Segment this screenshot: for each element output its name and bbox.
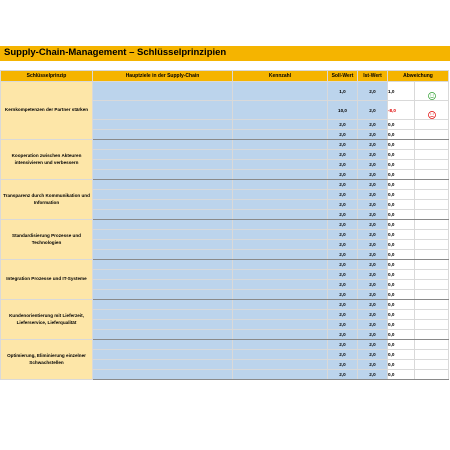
target-value-cell[interactable]: 2,0 [328, 220, 358, 230]
goal-cell[interactable] [93, 101, 233, 120]
status-icon-cell [415, 120, 449, 130]
status-icon-cell [415, 350, 449, 360]
goal-cell[interactable] [93, 120, 233, 130]
goal-cell[interactable] [93, 360, 233, 370]
table-row [1, 340, 449, 350]
status-icon-cell [415, 340, 449, 350]
status-icon-cell [415, 240, 449, 250]
target-value-cell[interactable]: 2,0 [328, 210, 358, 220]
metric-cell[interactable] [233, 300, 328, 310]
deviation-cell: 0,0 [388, 240, 415, 250]
actual-value-cell[interactable]: 2,0 [358, 300, 388, 310]
metric-cell[interactable] [233, 360, 328, 370]
status-icon-cell [415, 270, 449, 280]
status-icon-cell [415, 360, 449, 370]
status-icon-cell [415, 170, 449, 180]
header-metric: Kennzahl [233, 71, 328, 82]
status-icon-cell [415, 290, 449, 300]
metric-cell[interactable] [233, 350, 328, 360]
actual-value-cell[interactable]: 2,0 [358, 330, 388, 340]
status-icon-cell [415, 190, 449, 200]
actual-value-cell[interactable]: 2,0 [358, 280, 388, 290]
goal-cell[interactable] [93, 340, 233, 350]
target-value-cell[interactable]: 2,0 [328, 360, 358, 370]
actual-value-cell[interactable]: 2,0 [358, 320, 388, 330]
status-icon-cell [415, 150, 449, 160]
status-icon-cell [415, 230, 449, 240]
principle-cell[interactable]: Standardisierung Prozesse und Technologien [1, 220, 93, 260]
metric-cell[interactable] [233, 150, 328, 160]
target-value-cell[interactable]: 2,0 [328, 300, 358, 310]
actual-value-cell[interactable]: 2,0 [358, 360, 388, 370]
table-row [1, 220, 449, 230]
goal-cell[interactable] [93, 82, 233, 101]
deviation-cell: 0,0 [388, 280, 415, 290]
metric-cell[interactable] [233, 290, 328, 300]
status-icon-cell [415, 280, 449, 290]
deviation-cell: 0,0 [388, 370, 415, 380]
metric-cell[interactable] [233, 140, 328, 150]
actual-value-cell[interactable]: 2,0 [358, 240, 388, 250]
header-deviation: Abweichung [388, 71, 449, 82]
goal-cell[interactable] [93, 270, 233, 280]
metric-cell[interactable] [233, 230, 328, 240]
actual-value-cell[interactable]: 2,0 [358, 120, 388, 130]
goal-cell[interactable] [93, 370, 233, 380]
deviation-cell: 0,0 [388, 340, 415, 350]
deviation-cell: 0,0 [388, 330, 415, 340]
target-value-cell[interactable]: 2,0 [328, 260, 358, 270]
status-icon-cell [415, 130, 449, 140]
target-value-cell[interactable]: 2,0 [328, 370, 358, 380]
target-value-cell[interactable]: 2,0 [328, 310, 358, 320]
target-value-cell[interactable]: 2,0 [328, 140, 358, 150]
goal-cell[interactable] [93, 150, 233, 160]
principle-cell[interactable]: Optimierung, Eliminierung einzelner Schwachstellen [1, 340, 93, 380]
goal-cell[interactable] [93, 210, 233, 220]
actual-value-cell[interactable]: 2,0 [358, 170, 388, 180]
status-icon-cell [415, 300, 449, 310]
actual-value-cell[interactable]: 2,0 [358, 350, 388, 360]
goal-cell[interactable] [93, 200, 233, 210]
deviation-cell: 0,0 [388, 190, 415, 200]
deviation-cell: 0,0 [388, 120, 415, 130]
goal-cell[interactable] [93, 170, 233, 180]
metric-cell[interactable] [233, 200, 328, 210]
status-icon-cell [415, 330, 449, 340]
target-value-cell[interactable]: 2,0 [328, 200, 358, 210]
sad-smiley-icon [428, 106, 436, 114]
target-value-cell[interactable]: 2,0 [328, 280, 358, 290]
metric-cell[interactable] [233, 210, 328, 220]
target-value-cell[interactable]: 2,0 [328, 230, 358, 240]
metric-cell[interactable] [233, 330, 328, 340]
actual-value-cell[interactable]: 2,0 [358, 82, 388, 101]
deviation-cell: 0,0 [388, 350, 415, 360]
metric-cell[interactable] [233, 310, 328, 320]
goal-cell[interactable] [93, 130, 233, 140]
actual-value-cell[interactable]: 2,0 [358, 370, 388, 380]
target-value-cell[interactable]: 2,0 [328, 180, 358, 190]
deviation-cell: 0,0 [388, 260, 415, 270]
actual-value-cell[interactable]: 2,0 [358, 230, 388, 240]
status-icon-cell [415, 82, 449, 101]
metric-cell[interactable] [233, 101, 328, 120]
metric-cell[interactable] [233, 370, 328, 380]
target-value-cell[interactable]: 2,0 [328, 150, 358, 160]
goal-cell[interactable] [93, 350, 233, 360]
target-value-cell[interactable]: 2,0 [328, 270, 358, 280]
status-icon-cell [415, 180, 449, 190]
target-value-cell[interactable]: 2,0 [328, 340, 358, 350]
actual-value-cell[interactable]: 2,0 [358, 270, 388, 280]
header-principle: Schlüsselprinzip [1, 71, 93, 82]
target-value-cell[interactable]: 2,0 [328, 330, 358, 340]
goal-cell[interactable] [93, 240, 233, 250]
status-icon-cell [415, 320, 449, 330]
metric-cell[interactable] [233, 120, 328, 130]
actual-value-cell[interactable]: 2,0 [358, 160, 388, 170]
deviation-cell: -8,0 [388, 101, 415, 120]
deviation-cell: 0,0 [388, 150, 415, 160]
metric-cell[interactable] [233, 340, 328, 350]
actual-value-cell[interactable]: 2,0 [358, 260, 388, 270]
actual-value-cell[interactable]: 2,0 [358, 290, 388, 300]
actual-value-cell[interactable]: 2,0 [358, 140, 388, 150]
goal-cell[interactable] [93, 220, 233, 230]
goal-cell[interactable] [93, 330, 233, 340]
header-actual: Ist-Wert [358, 71, 388, 82]
goal-cell[interactable] [93, 320, 233, 330]
actual-value-cell[interactable]: 2,0 [358, 250, 388, 260]
deviation-cell: 0,0 [388, 230, 415, 240]
actual-value-cell[interactable]: 2,0 [358, 220, 388, 230]
table-row [1, 300, 449, 310]
header-target: Soll-Wert [328, 71, 358, 82]
deviation-cell: 1,0 [388, 82, 415, 101]
deviation-cell: 0,0 [388, 140, 415, 150]
deviation-cell: 0,0 [388, 290, 415, 300]
status-icon-cell [415, 210, 449, 220]
deviation-cell: 0,0 [388, 180, 415, 190]
actual-value-cell[interactable]: 2,0 [358, 200, 388, 210]
table-row [1, 180, 449, 190]
principle-cell[interactable]: Kundenorientierung mit Lieferzeit, Lieferservice, Lieferqualität [1, 300, 93, 340]
deviation-cell: 0,0 [388, 220, 415, 230]
target-value-cell[interactable]: 1,0 [328, 82, 358, 101]
principle-cell[interactable]: Kernkompetenzen der Partner stärken [1, 82, 93, 140]
goal-cell[interactable] [93, 300, 233, 310]
metric-cell[interactable] [233, 250, 328, 260]
principle-cell[interactable]: Integration Prozesse und IT-Systeme [1, 260, 93, 300]
actual-value-cell[interactable]: 2,0 [358, 210, 388, 220]
goal-cell[interactable] [93, 250, 233, 260]
goal-cell[interactable] [93, 280, 233, 290]
target-value-cell[interactable]: 2,0 [328, 320, 358, 330]
target-value-cell[interactable]: 2,0 [328, 120, 358, 130]
deviation-cell: 0,0 [388, 360, 415, 370]
target-value-cell[interactable]: 2,0 [328, 170, 358, 180]
deviation-cell: 0,0 [388, 310, 415, 320]
deviation-cell: 0,0 [388, 300, 415, 310]
page-title: Supply-Chain-Management – Schlüsselprinzipien [4, 47, 227, 58]
status-icon-cell [415, 101, 449, 120]
status-icon-cell [415, 140, 449, 150]
goal-cell[interactable] [93, 190, 233, 200]
target-value-cell[interactable]: 2,0 [328, 240, 358, 250]
metric-cell[interactable] [233, 170, 328, 180]
deviation-cell: 0,0 [388, 250, 415, 260]
actual-value-cell[interactable]: 2,0 [358, 130, 388, 140]
metric-cell[interactable] [233, 160, 328, 170]
deviation-cell: 0,0 [388, 130, 415, 140]
principle-cell[interactable]: Transparenz durch Kommunikation und Information [1, 180, 93, 220]
actual-value-cell[interactable]: 2,0 [358, 340, 388, 350]
header-row [1, 71, 449, 82]
metric-cell[interactable] [233, 280, 328, 290]
goal-cell[interactable] [93, 290, 233, 300]
goal-cell[interactable] [93, 230, 233, 240]
header-goals: Hauptziele in der Supply-Chain [93, 71, 233, 82]
metric-cell[interactable] [233, 130, 328, 140]
deviation-cell: 0,0 [388, 210, 415, 220]
status-icon-cell [415, 370, 449, 380]
status-icon-cell [415, 310, 449, 320]
happy-smiley-icon [428, 87, 436, 95]
deviation-cell: 0,0 [388, 160, 415, 170]
goal-cell[interactable] [93, 260, 233, 270]
deviation-cell: 0,0 [388, 170, 415, 180]
status-icon-cell [415, 220, 449, 230]
target-value-cell[interactable]: 2,0 [328, 160, 358, 170]
metric-cell[interactable] [233, 240, 328, 250]
principle-cell[interactable]: Kooperation zwischen Akteuren intensivieren und verbessern [1, 140, 93, 180]
status-icon-cell [415, 200, 449, 210]
metric-cell[interactable] [233, 220, 328, 230]
target-value-cell[interactable]: 2,0 [328, 130, 358, 140]
deviation-cell: 0,0 [388, 320, 415, 330]
principles-table [0, 70, 449, 380]
actual-value-cell[interactable]: 2,0 [358, 310, 388, 320]
status-icon-cell [415, 250, 449, 260]
goal-cell[interactable] [93, 180, 233, 190]
actual-value-cell[interactable]: 2,0 [358, 150, 388, 160]
goal-cell[interactable] [93, 310, 233, 320]
metric-cell[interactable] [233, 82, 328, 101]
target-value-cell[interactable]: 2,0 [328, 190, 358, 200]
status-icon-cell [415, 160, 449, 170]
target-value-cell[interactable]: 2,0 [328, 350, 358, 360]
table-row [1, 82, 449, 101]
deviation-cell: 0,0 [388, 270, 415, 280]
actual-value-cell[interactable]: 2,0 [358, 180, 388, 190]
goal-cell[interactable] [93, 160, 233, 170]
target-value-cell[interactable]: 2,0 [328, 290, 358, 300]
actual-value-cell[interactable]: 2,0 [358, 190, 388, 200]
goal-cell[interactable] [93, 140, 233, 150]
metric-cell[interactable] [233, 270, 328, 280]
target-value-cell[interactable]: 2,0 [328, 250, 358, 260]
deviation-cell: 0,0 [388, 200, 415, 210]
table-row [1, 260, 449, 270]
metric-cell[interactable] [233, 190, 328, 200]
metric-cell[interactable] [233, 260, 328, 270]
status-icon-cell [415, 260, 449, 270]
metric-cell[interactable] [233, 320, 328, 330]
metric-cell[interactable] [233, 180, 328, 190]
table-row [1, 140, 449, 150]
target-value-cell[interactable]: 10,0 [328, 101, 358, 120]
actual-value-cell[interactable]: 2,0 [358, 101, 388, 120]
